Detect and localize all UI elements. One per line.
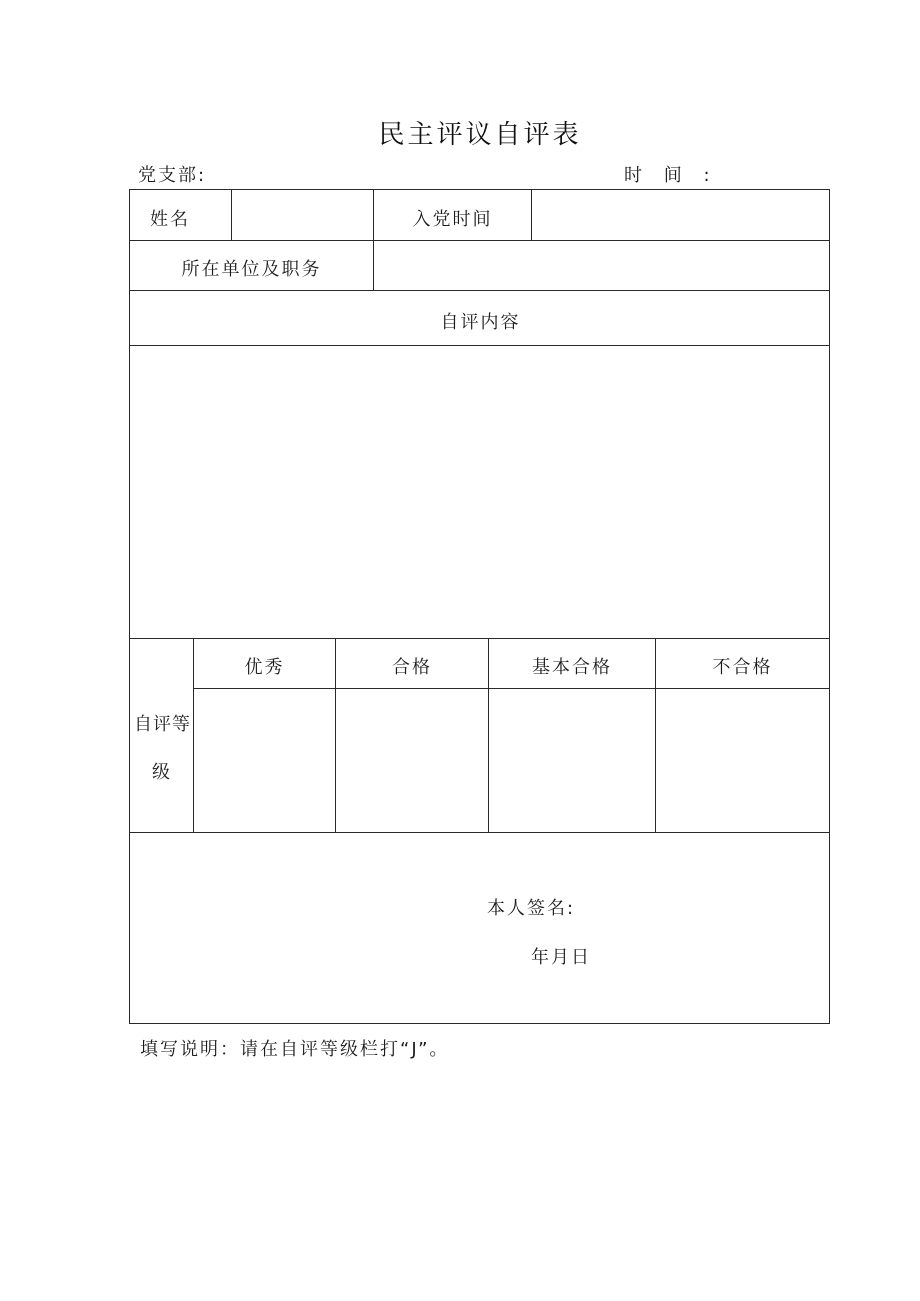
row-divider [130, 638, 829, 639]
self-evaluation-content-area[interactable] [130, 346, 829, 638]
evaluation-form-table [129, 189, 830, 1024]
level-unqualified: 不合格 [712, 657, 773, 678]
unit-position-label: 所在单位及职务 [181, 259, 322, 280]
check-cell-unqualified[interactable] [656, 689, 829, 832]
name-field[interactable] [232, 190, 373, 240]
level-excellent: 优秀 [244, 657, 285, 678]
join-date-field[interactable] [532, 190, 829, 240]
check-cell-excellent[interactable] [194, 689, 335, 832]
signature-date-line: 年月日 [531, 947, 591, 968]
check-cell-basically-qualified[interactable] [489, 689, 655, 832]
level-label-line2: 级 [152, 762, 172, 783]
unit-position-field[interactable] [374, 241, 829, 290]
level-basically-qualified: 基本合格 [532, 657, 612, 678]
level-qualified: 合格 [392, 657, 432, 678]
signature-label: 本人签名: [487, 898, 576, 919]
fill-instructions: 填写说明：请在自评等级栏打“J”。 [140, 1039, 450, 1060]
level-label-line1: 自评等 [134, 714, 191, 735]
content-header: 自评内容 [440, 312, 521, 333]
party-branch-label: 党支部: [138, 165, 207, 186]
page-title: 民主评议自评表 [378, 120, 582, 150]
row-divider [130, 290, 829, 291]
check-cell-qualified[interactable] [336, 689, 488, 832]
row-divider [130, 832, 829, 833]
date-label: 时 间 : [624, 165, 718, 186]
name-label: 姓名 [150, 209, 190, 230]
join-date-label: 入党时间 [412, 209, 493, 230]
